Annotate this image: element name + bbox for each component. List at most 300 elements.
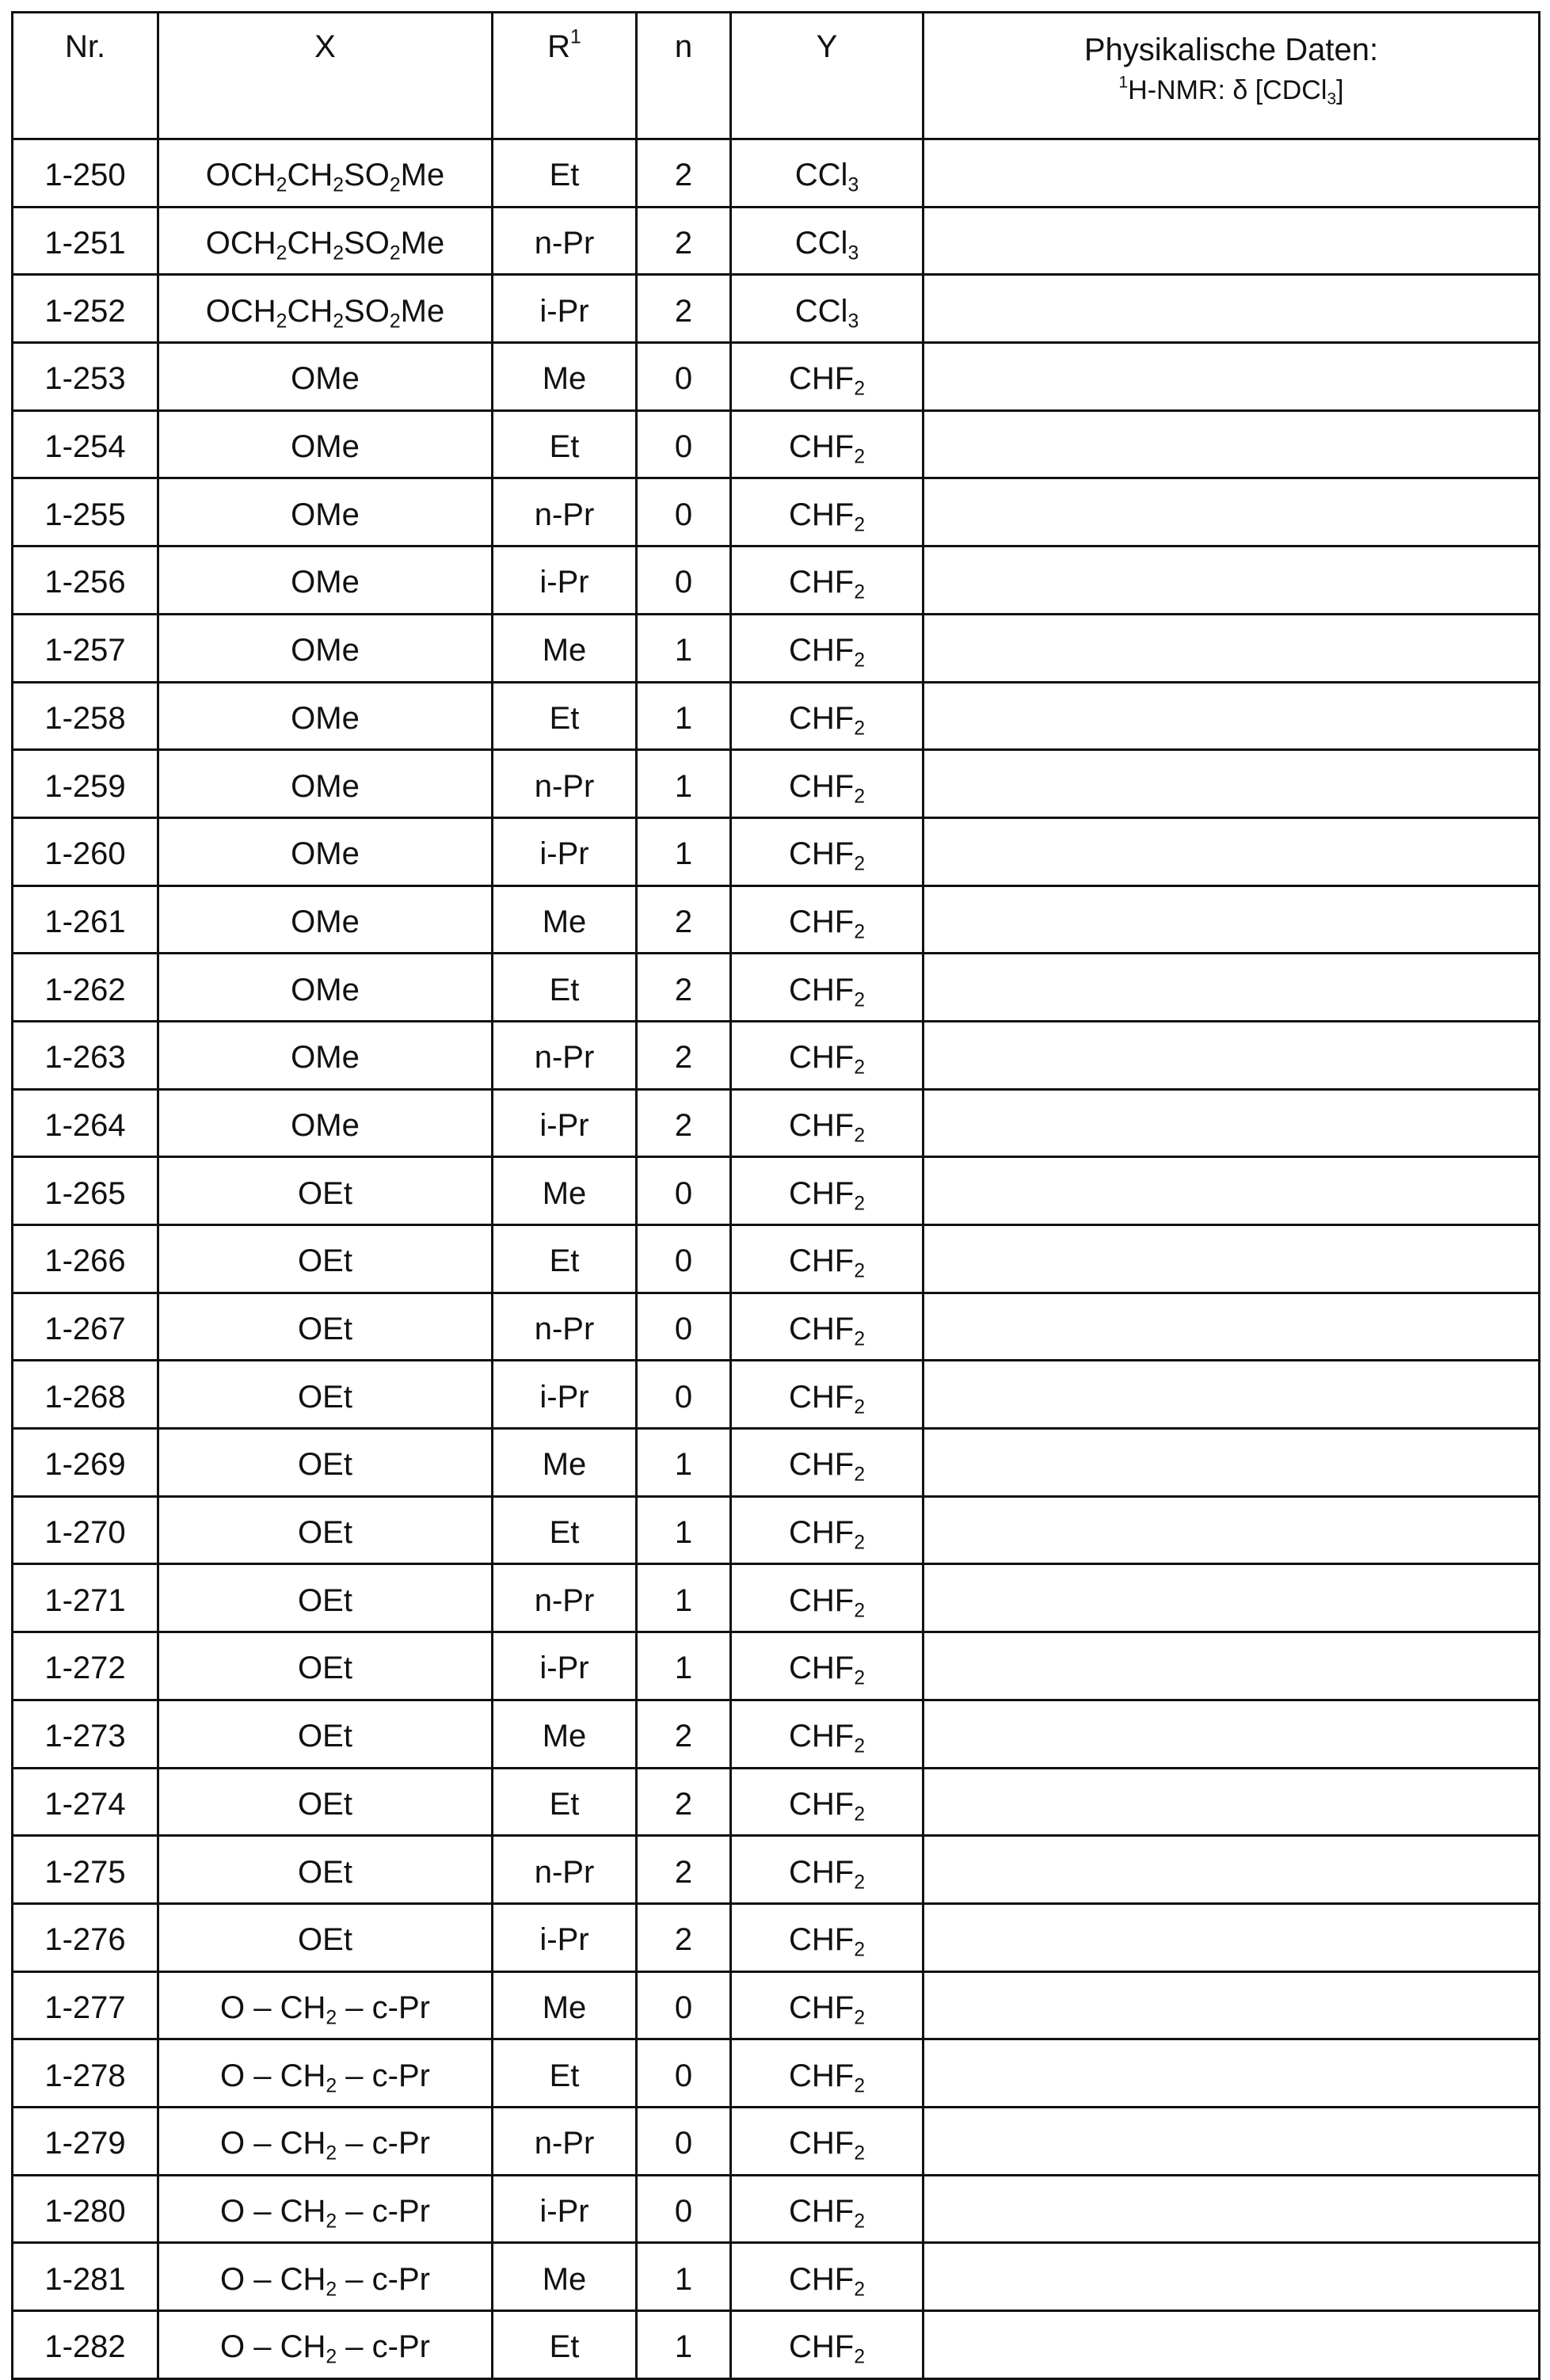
subscript: 2 <box>854 785 865 807</box>
formula-part: OEt <box>298 1243 352 1279</box>
cell-n: 0 <box>637 1971 731 2039</box>
cell-r1: Et <box>493 2039 637 2108</box>
cell-physical-data <box>924 207 1540 275</box>
cell-n: 2 <box>637 1903 731 1971</box>
cell-r1: Me <box>493 614 637 682</box>
cell-physical-data <box>924 275 1540 343</box>
formula-part: OMe <box>291 1040 360 1076</box>
table-row <box>13 1903 1540 1971</box>
table-row <box>13 2107 1540 2175</box>
table-row <box>13 2175 1540 2243</box>
header-row <box>13 13 1540 139</box>
cell-x <box>158 410 493 478</box>
cell-r1: Me <box>493 1971 637 2039</box>
cell-n: 0 <box>637 2175 731 2243</box>
cell-n: 2 <box>637 1768 731 1836</box>
cell-r1: n-Pr <box>493 1021 637 1089</box>
formula-part: OCH <box>205 293 276 329</box>
formula-part: OEt <box>298 1651 352 1686</box>
cell-y <box>731 885 924 954</box>
cell-nr: 1-258 <box>13 682 158 750</box>
cell-y <box>731 1564 924 1632</box>
formula-part: CH <box>287 158 333 193</box>
formula-part: O – CH <box>220 2193 326 2229</box>
table-row <box>13 275 1540 343</box>
cell-y <box>731 1768 924 1836</box>
formula-part: CHF <box>788 497 855 532</box>
cell-n: 1 <box>637 750 731 818</box>
cell-x <box>158 2039 493 2108</box>
cell-nr: 1-261 <box>13 885 158 954</box>
subscript: 2 <box>854 1125 865 1147</box>
table-row <box>13 1564 1540 1632</box>
cell-x <box>158 1903 493 1971</box>
header-physical-data <box>924 13 1540 139</box>
table-row <box>13 885 1540 954</box>
cell-physical-data <box>924 954 1540 1022</box>
cell-n: 2 <box>637 954 731 1022</box>
formula-part: OEt <box>298 1922 352 1958</box>
header-phys-line1: Physikalische Daten: <box>1083 32 1379 67</box>
cell-nr: 1-282 <box>13 2311 158 2379</box>
cell-x <box>158 2175 493 2243</box>
cell-x <box>158 1836 493 1904</box>
subscript: 2 <box>854 2346 865 2368</box>
header-n: n <box>637 13 731 139</box>
formula-part: CCl <box>794 158 848 193</box>
cell-r1: Me <box>493 2243 637 2311</box>
cell-r1: i-Pr <box>493 1361 637 1429</box>
formula-part: O – CH <box>220 2261 326 2297</box>
cell-r1: i-Pr <box>493 1089 637 1157</box>
formula-part: Me <box>400 158 445 193</box>
table-row <box>13 750 1540 818</box>
cell-physical-data <box>924 1089 1540 1157</box>
cell-n: 0 <box>637 1293 731 1361</box>
formula-part: CCl <box>794 226 848 261</box>
cell-n: 0 <box>637 1225 731 1293</box>
header-nr: Nr. <box>13 13 158 139</box>
subscript: 2 <box>326 2007 337 2029</box>
subscript: 2 <box>854 853 865 875</box>
cell-n: 2 <box>637 1089 731 1157</box>
cell-r1: i-Pr <box>493 1632 637 1700</box>
cell-x <box>158 750 493 818</box>
formula-part: CHF <box>788 429 855 465</box>
cell-x <box>158 2243 493 2311</box>
table-row <box>13 614 1540 682</box>
subscript: 2 <box>389 174 401 196</box>
cell-physical-data <box>924 1225 1540 1293</box>
cell-x <box>158 1564 493 1632</box>
formula-part: SO <box>344 158 390 193</box>
subscript: 2 <box>854 989 865 1011</box>
cell-r1: Et <box>493 139 637 208</box>
cell-r1: i-Pr <box>493 1903 637 1971</box>
table-row <box>13 2311 1540 2379</box>
cell-y <box>731 207 924 275</box>
cell-y <box>731 1089 924 1157</box>
cell-y <box>731 478 924 546</box>
subscript: 2 <box>333 242 345 265</box>
cell-n: 2 <box>637 139 731 208</box>
formula-part: OEt <box>298 1719 352 1754</box>
cell-n: 0 <box>637 2107 731 2175</box>
cell-n: 1 <box>637 1632 731 1700</box>
subscript: 2 <box>854 1532 865 1554</box>
header-r1-base: R <box>547 29 571 64</box>
cell-r1: Me <box>493 1157 637 1225</box>
formula-part: OMe <box>291 497 360 532</box>
cell-y <box>731 546 924 615</box>
formula-part: OMe <box>291 633 360 668</box>
table-row <box>13 1089 1540 1157</box>
formula-part: SO <box>344 226 390 261</box>
cell-nr: 1-255 <box>13 478 158 546</box>
cell-nr: 1-269 <box>13 1429 158 1497</box>
cell-nr: 1-266 <box>13 1225 158 1293</box>
formula-part: OEt <box>298 1582 352 1618</box>
cell-physical-data <box>924 1293 1540 1361</box>
cell-x <box>158 954 493 1022</box>
cell-y <box>731 1361 924 1429</box>
cell-x <box>158 817 493 885</box>
cell-nr: 1-276 <box>13 1903 158 1971</box>
formula-part: OEt <box>298 1786 352 1822</box>
formula-part: OCH <box>205 158 276 193</box>
cell-y <box>731 1496 924 1564</box>
subscript: 2 <box>326 2142 337 2165</box>
cell-nr: 1-259 <box>13 750 158 818</box>
subscript: 2 <box>326 2279 337 2301</box>
formula-part: CHF <box>788 1243 855 1279</box>
subscript: 3 <box>847 174 859 196</box>
subscript: 2 <box>854 2211 865 2233</box>
cell-x <box>158 275 493 343</box>
cell-physical-data <box>924 1700 1540 1768</box>
cell-nr: 1-265 <box>13 1157 158 1225</box>
cell-x <box>158 1496 493 1564</box>
cell-x <box>158 1361 493 1429</box>
cell-y <box>731 1429 924 1497</box>
cell-r1: Me <box>493 343 637 411</box>
subscript: 2 <box>276 174 288 196</box>
cell-physical-data <box>924 1496 1540 1564</box>
subscript: 2 <box>854 718 865 740</box>
cell-physical-data <box>924 1768 1540 1836</box>
cell-y <box>731 954 924 1022</box>
formula-part: CHF <box>788 361 855 397</box>
table-row <box>13 1225 1540 1293</box>
cell-physical-data <box>924 410 1540 478</box>
subscript: 2 <box>854 446 865 468</box>
cell-r1: i-Pr <box>493 275 637 343</box>
formula-part: CH <box>287 226 333 261</box>
cell-nr: 1-250 <box>13 139 158 208</box>
formula-part: O – CH <box>220 2058 326 2093</box>
formula-part: CHF <box>788 904 855 939</box>
cell-y <box>731 275 924 343</box>
cell-r1: Et <box>493 1496 637 1564</box>
table-header <box>13 13 1540 139</box>
cell-r1: n-Pr <box>493 1564 637 1632</box>
cell-n: 2 <box>637 207 731 275</box>
subscript: 2 <box>276 242 288 265</box>
cell-y <box>731 2175 924 2243</box>
formula-part: OEt <box>298 1515 352 1551</box>
table-row <box>13 478 1540 546</box>
subscript: 2 <box>389 310 401 333</box>
subscript: 2 <box>854 514 865 536</box>
cell-n: 1 <box>637 1496 731 1564</box>
cell-physical-data <box>924 2175 1540 2243</box>
cell-nr: 1-267 <box>13 1293 158 1361</box>
formula-part: OCH <box>205 226 276 261</box>
formula-part: CHF <box>788 1379 855 1415</box>
cell-nr: 1-274 <box>13 1768 158 1836</box>
formula-part: CHF <box>788 2058 855 2093</box>
formula-part: CHF <box>788 565 855 600</box>
formula-part: O – CH <box>220 2329 326 2365</box>
subscript: 2 <box>854 378 865 400</box>
subscript: 2 <box>333 310 345 333</box>
cell-r1: i-Pr <box>493 546 637 615</box>
cell-r1: Me <box>493 885 637 954</box>
table-row <box>13 1157 1540 1225</box>
subscript: 2 <box>854 2142 865 2165</box>
cell-y <box>731 1700 924 1768</box>
cell-n: 0 <box>637 546 731 615</box>
cell-physical-data <box>924 750 1540 818</box>
formula-part: OMe <box>291 429 360 465</box>
cell-r1: n-Pr <box>493 750 637 818</box>
subscript: 2 <box>854 1328 865 1350</box>
cell-nr: 1-268 <box>13 1361 158 1429</box>
cell-y <box>731 2039 924 2108</box>
cell-x <box>158 1089 493 1157</box>
header-phys-line2 <box>924 73 1538 109</box>
cell-physical-data <box>924 478 1540 546</box>
cell-physical-data <box>924 2311 1540 2379</box>
cell-nr: 1-277 <box>13 1971 158 2039</box>
cell-n: 1 <box>637 614 731 682</box>
table-row <box>13 954 1540 1022</box>
header-x: X <box>158 13 493 139</box>
cell-r1: n-Pr <box>493 1293 637 1361</box>
cell-physical-data <box>924 1632 1540 1700</box>
subscript: 2 <box>854 581 865 604</box>
formula-part: OMe <box>291 565 360 600</box>
subscript: 2 <box>854 1193 865 1215</box>
formula-part: OEt <box>298 1312 352 1347</box>
subscript: 3 <box>847 310 859 333</box>
cell-x <box>158 546 493 615</box>
table-row <box>13 682 1540 750</box>
cell-physical-data <box>924 2039 1540 2108</box>
subscript: 2 <box>854 649 865 672</box>
cell-n: 1 <box>637 682 731 750</box>
formula-part: – c-Pr <box>337 2193 430 2229</box>
cell-x <box>158 478 493 546</box>
cell-r1: i-Pr <box>493 2175 637 2243</box>
cell-nr: 1-260 <box>13 817 158 885</box>
subscript: 2 <box>854 1939 865 1961</box>
cell-physical-data <box>924 1903 1540 1971</box>
subscript: 2 <box>854 1260 865 1282</box>
cell-n: 0 <box>637 2039 731 2108</box>
formula-part: CHF <box>788 2126 855 2161</box>
cell-r1: n-Pr <box>493 207 637 275</box>
subscript: 2 <box>854 2279 865 2301</box>
cell-y <box>731 1021 924 1089</box>
subscript: 3 <box>847 242 859 265</box>
subscript: 2 <box>854 1464 865 1486</box>
cell-x <box>158 1225 493 1293</box>
table-row <box>13 343 1540 411</box>
cell-nr: 1-256 <box>13 546 158 615</box>
cell-nr: 1-273 <box>13 1700 158 1768</box>
cell-y <box>731 1225 924 1293</box>
formula-part: OMe <box>291 361 360 397</box>
cell-x <box>158 885 493 954</box>
cell-physical-data <box>924 1021 1540 1089</box>
subscript: 2 <box>854 2007 865 2029</box>
formula-part: SO <box>344 293 390 329</box>
subscript: 2 <box>854 1803 865 1826</box>
cell-x <box>158 207 493 275</box>
subscript: 2 <box>326 2346 337 2368</box>
cell-y <box>731 750 924 818</box>
cell-physical-data <box>924 1157 1540 1225</box>
cell-nr: 1-264 <box>13 1089 158 1157</box>
formula-part: Me <box>400 293 445 329</box>
table-body <box>13 139 1540 2379</box>
cell-y <box>731 1971 924 2039</box>
cell-physical-data <box>924 1361 1540 1429</box>
cell-n: 1 <box>637 2243 731 2311</box>
nmr-solvent-sub: 3 <box>1327 89 1337 109</box>
cell-x <box>158 1429 493 1497</box>
formula-part: OEt <box>298 1447 352 1483</box>
cell-nr: 1-263 <box>13 1021 158 1089</box>
formula-part: CH <box>287 293 333 329</box>
cell-physical-data <box>924 546 1540 615</box>
cell-r1: Et <box>493 2311 637 2379</box>
subscript: 2 <box>276 310 288 333</box>
formula-part: CHF <box>788 700 855 736</box>
formula-part: – c-Pr <box>337 2261 430 2297</box>
formula-part: CHF <box>788 1719 855 1754</box>
cell-r1: n-Pr <box>493 1836 637 1904</box>
formula-part: CHF <box>788 1990 855 2025</box>
cell-r1: Et <box>493 682 637 750</box>
cell-nr: 1-254 <box>13 410 158 478</box>
cell-physical-data <box>924 817 1540 885</box>
cell-nr: 1-271 <box>13 1564 158 1632</box>
cell-x <box>158 139 493 208</box>
table-row <box>13 1021 1540 1089</box>
cell-nr: 1-275 <box>13 1836 158 1904</box>
cell-nr: 1-281 <box>13 2243 158 2311</box>
cell-n: 2 <box>637 1700 731 1768</box>
formula-part: CHF <box>788 1175 855 1211</box>
cell-y <box>731 1293 924 1361</box>
table-row <box>13 1971 1540 2039</box>
table-row <box>13 1361 1540 1429</box>
subscript: 2 <box>854 1735 865 1757</box>
table-row <box>13 139 1540 208</box>
formula-part: OMe <box>291 904 360 939</box>
formula-part: CHF <box>788 768 855 804</box>
subscript: 2 <box>389 242 401 265</box>
table-row <box>13 410 1540 478</box>
cell-x <box>158 1157 493 1225</box>
cell-r1: Et <box>493 1225 637 1293</box>
cell-physical-data <box>924 682 1540 750</box>
formula-part: – c-Pr <box>337 2126 430 2161</box>
cell-x <box>158 1768 493 1836</box>
cell-physical-data <box>924 139 1540 208</box>
cell-y <box>731 343 924 411</box>
cell-nr: 1-251 <box>13 207 158 275</box>
table-row <box>13 1293 1540 1361</box>
cell-r1: n-Pr <box>493 478 637 546</box>
table-row <box>13 1496 1540 1564</box>
table-row <box>13 817 1540 885</box>
subscript: 2 <box>326 2075 337 2097</box>
formula-part: – c-Pr <box>337 2329 430 2365</box>
formula-part: OMe <box>291 700 360 736</box>
formula-part: OMe <box>291 972 360 1007</box>
cell-n: 0 <box>637 343 731 411</box>
subscript: 2 <box>326 2211 337 2233</box>
formula-part: CHF <box>788 2329 855 2365</box>
cell-y <box>731 2311 924 2379</box>
cell-n: 0 <box>637 1157 731 1225</box>
formula-part: CHF <box>788 1040 855 1076</box>
cell-y <box>731 1632 924 1700</box>
cell-x <box>158 343 493 411</box>
subscript: 2 <box>854 1396 865 1418</box>
cell-nr: 1-272 <box>13 1632 158 1700</box>
subscript: 2 <box>333 174 345 196</box>
formula-part: CHF <box>788 1107 855 1143</box>
formula-part: CHF <box>788 1854 855 1890</box>
cell-x <box>158 682 493 750</box>
table-row <box>13 1836 1540 1904</box>
table-row <box>13 1700 1540 1768</box>
cell-physical-data <box>924 2107 1540 2175</box>
formula-part: CHF <box>788 1651 855 1686</box>
formula-part: CHF <box>788 1582 855 1618</box>
cell-y <box>731 2107 924 2175</box>
cell-x <box>158 1971 493 2039</box>
cell-n: 2 <box>637 1836 731 1904</box>
cell-y <box>731 1157 924 1225</box>
cell-physical-data <box>924 1429 1540 1497</box>
cell-n: 2 <box>637 1021 731 1089</box>
subscript: 2 <box>854 1871 865 1893</box>
subscript: 2 <box>854 2075 865 2097</box>
formula-part: OMe <box>291 836 360 872</box>
subscript: 2 <box>854 921 865 943</box>
cell-physical-data <box>924 1564 1540 1632</box>
table-row <box>13 207 1540 275</box>
cell-x <box>158 2311 493 2379</box>
cell-nr: 1-253 <box>13 343 158 411</box>
formula-part: CHF <box>788 1447 855 1483</box>
table-row <box>13 1632 1540 1700</box>
